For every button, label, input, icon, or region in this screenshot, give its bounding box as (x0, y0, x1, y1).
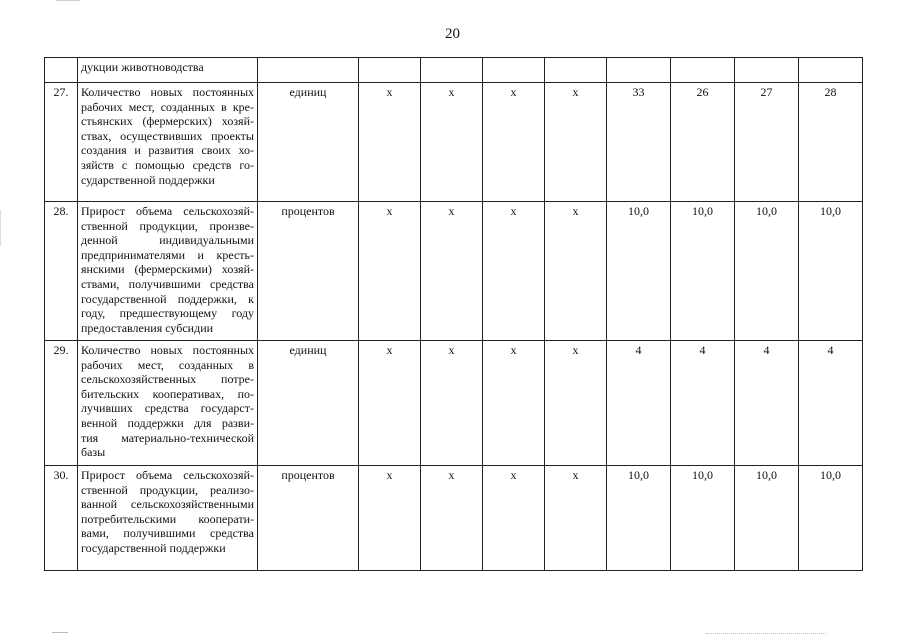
indicator-name-cell (78, 83, 258, 202)
unit-cell: процентов (258, 466, 359, 571)
indicator-name-line: дукции животноводства (81, 60, 204, 74)
not-applicable-cell: х (421, 83, 483, 202)
indicator-name-cell (78, 341, 258, 466)
year-cell (483, 58, 545, 83)
value-cell: 4 (799, 341, 863, 466)
row-number-cell: 29. (45, 341, 78, 466)
indicator-name-cell (78, 466, 258, 571)
table-row-continuation (45, 58, 863, 83)
value-cell: 26 (671, 83, 735, 202)
not-applicable-cell: х (483, 341, 545, 466)
year-cell (359, 58, 421, 83)
value-cell: 4 (607, 341, 671, 466)
table-body (45, 58, 863, 571)
indicator-name-line: ственной продукции, реализо- (81, 482, 254, 497)
indicator-name-line: вами, получившими средства (81, 526, 254, 541)
indicator-name-line: предпринимателями и кресть- (81, 247, 254, 262)
indicator-name-line: янскими (фермерскими) хозяй- (81, 262, 254, 277)
row-number-cell: 30. (45, 466, 78, 571)
value-cell: 33 (607, 83, 671, 202)
indicator-name-line: стьянских (фермерских) хозяй- (81, 114, 254, 129)
indicator-name-line: Прирост объема сельскохозяй- (81, 204, 254, 218)
value-cell: 10,0 (735, 202, 799, 341)
unit-cell: единиц (258, 341, 359, 466)
indicator-name-line: ствами, получившими средства (81, 276, 254, 291)
indicator-name-line: ванной сельскохозяйственными (81, 497, 254, 512)
not-applicable-cell: х (421, 341, 483, 466)
value-cell: 4 (671, 341, 735, 466)
not-applicable-cell: х (483, 202, 545, 341)
value-cell: 10,0 (735, 466, 799, 571)
not-applicable-cell: х (421, 466, 483, 571)
indicator-name-line: базы (81, 445, 106, 460)
year-cell (421, 58, 483, 83)
value-cell: 27 (735, 83, 799, 202)
not-applicable-cell: х (359, 466, 421, 571)
indicator-name-line: тия материально-технической (81, 430, 254, 445)
scan-artifact-top (56, 0, 80, 1)
indicator-name-line: создания и развития своих хо- (81, 143, 254, 158)
unit-cell: процентов (258, 202, 359, 341)
value-cell (735, 58, 799, 83)
indicator-name-line: лучивших средства государст- (81, 401, 254, 416)
unit-cell (258, 58, 359, 83)
indicator-name-line: году, предшествующему году (81, 306, 254, 321)
indicator-name-line: рабочих мест, созданных в (81, 357, 254, 372)
value-cell: 10,0 (607, 466, 671, 571)
table-row (45, 83, 863, 202)
indicator-name-line: предоставления субсидии (81, 320, 214, 335)
value-cell: 28 (799, 83, 863, 202)
value-cell (607, 58, 671, 83)
not-applicable-cell: х (483, 466, 545, 571)
value-cell: 4 (735, 341, 799, 466)
row-number-cell: 27. (45, 83, 78, 202)
value-cell: 10,0 (671, 202, 735, 341)
not-applicable-cell: х (421, 202, 483, 341)
not-applicable-cell: х (359, 341, 421, 466)
value-cell (799, 58, 863, 83)
page-number: 20 (445, 26, 460, 42)
scan-artifact-bottom (52, 632, 68, 633)
not-applicable-cell: х (483, 83, 545, 202)
row-number-cell (45, 58, 78, 83)
not-applicable-cell: х (545, 466, 607, 571)
year-cell (545, 58, 607, 83)
indicator-name-line: рабочих мест, созданных в кре- (81, 99, 254, 114)
not-applicable-cell: х (359, 83, 421, 202)
indicator-name-line: сударственной поддержки (81, 172, 215, 187)
row-number-cell: 28. (45, 202, 78, 341)
indicator-name-line: сельскохозяйственных потре- (81, 372, 254, 387)
indicator-name-line: Количество новых постоянных (81, 85, 254, 99)
indicator-name-cell (78, 202, 258, 341)
indicator-name-line: ствах, осуществивших проекты (81, 128, 254, 143)
indicator-name-line: бительских кооперативах, по- (81, 386, 254, 401)
indicators-table (44, 57, 863, 571)
not-applicable-cell: х (545, 202, 607, 341)
indicator-name-line: венной поддержки для разви- (81, 415, 254, 430)
indicator-name-line: потребительскими кооперати- (81, 511, 254, 526)
scan-artifact-left (0, 210, 1, 246)
indicator-name-line: зяйств с помощью средств го- (81, 157, 254, 172)
indicator-name-line: государственной поддержки (81, 540, 226, 555)
not-applicable-cell: х (359, 202, 421, 341)
scan-artifact-bottom-right (706, 633, 826, 635)
indicator-name-line: денной индивидуальными (81, 233, 254, 248)
value-cell: 10,0 (607, 202, 671, 341)
value-cell (671, 58, 735, 83)
unit-cell: единиц (258, 83, 359, 202)
indicator-name-line: государственной поддержки, к (81, 291, 254, 306)
not-applicable-cell: х (545, 83, 607, 202)
not-applicable-cell: х (545, 341, 607, 466)
indicator-name-line: Количество новых постоянных (81, 343, 254, 357)
table-row (45, 466, 863, 571)
table-row (45, 341, 863, 466)
indicator-name-line: ственной продукции, произве- (81, 218, 254, 233)
indicator-name-cell (78, 58, 258, 83)
indicator-name-line: Прирост объема сельскохозяй- (81, 468, 254, 482)
value-cell: 10,0 (799, 466, 863, 571)
value-cell: 10,0 (799, 202, 863, 341)
table-row (45, 202, 863, 341)
value-cell: 10,0 (671, 466, 735, 571)
